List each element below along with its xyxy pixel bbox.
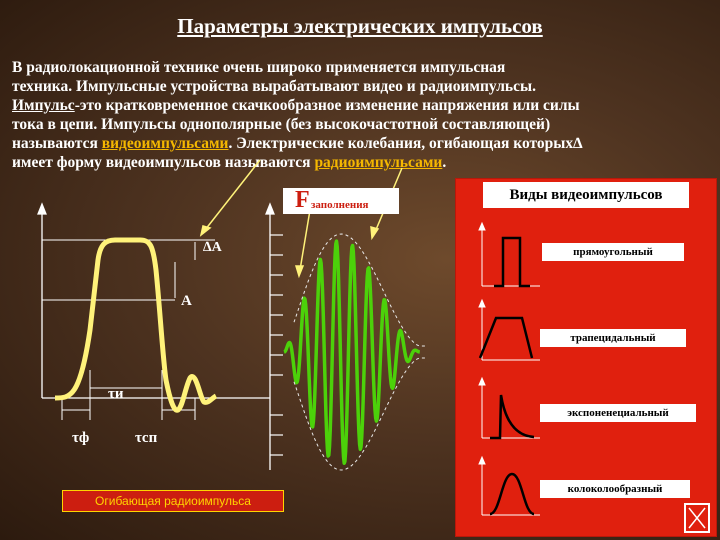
rect-pulse-shape bbox=[494, 238, 530, 286]
video-pulse-curve bbox=[55, 240, 216, 410]
bell-pulse-shape bbox=[490, 474, 534, 514]
paragraph-line-2: техника. Импульсные устройства вырабатывают видео и радиоимпульсы. bbox=[12, 78, 536, 95]
fill-frequency-label bbox=[283, 188, 399, 214]
label-tau-f: τф bbox=[72, 430, 90, 446]
label-tau-sp: τсп bbox=[135, 430, 158, 446]
arrow-to-video-pulse bbox=[205, 160, 260, 230]
type-rectangular: прямоугольный bbox=[542, 243, 684, 261]
panel-pulse-shapes bbox=[480, 238, 534, 514]
arrow-to-video-pulse-head bbox=[201, 226, 210, 235]
term-video-pulses: видеоимпульсами bbox=[101, 135, 229, 152]
type-exponential: экспоненециальный bbox=[540, 404, 696, 422]
paragraph-line-5-rest: . Электрические колебания, огибающая которых∆ bbox=[228, 135, 583, 152]
type-trapezoidal: трапецидальный bbox=[540, 329, 686, 347]
arrow-to-fill bbox=[300, 210, 310, 270]
envelope-caption: Огибающая радиоимпульса bbox=[62, 490, 284, 512]
paragraph-line-1: В радиолокационной технике очень широко применяется импульсная bbox=[12, 59, 506, 76]
paragraph-line-4: тока в цепи. Импульсы однополярные (без высокочастотной составляющей) bbox=[12, 116, 551, 133]
fill-frequency-subscript: заполнения bbox=[311, 199, 369, 211]
next-slide-button[interactable] bbox=[684, 503, 710, 533]
paragraph-line-3-rest: -это кратковременное скачкообразное изменение напряжения или силы bbox=[74, 97, 580, 114]
right-axis-ticks bbox=[270, 235, 283, 455]
label-a: A bbox=[181, 293, 192, 309]
label-tau-i: τи bbox=[108, 386, 124, 402]
term-radio-pulses: радиоимпульсами bbox=[314, 154, 443, 171]
pointer-arrows bbox=[201, 160, 402, 276]
term-impulse: Импульс bbox=[12, 97, 75, 114]
paragraph-line-6-end: . bbox=[442, 154, 447, 171]
paragraph-line-6-pre: имеет форму видеоимпульсов называются bbox=[12, 154, 315, 171]
fill-frequency-symbol: F bbox=[295, 187, 310, 213]
exponential-pulse-shape bbox=[490, 395, 534, 438]
panel-mini-axes bbox=[479, 223, 540, 515]
type-bell: колоколообразный bbox=[540, 480, 690, 498]
slide-title: Параметры электрических импульсов bbox=[177, 14, 543, 38]
envelope-upper bbox=[294, 234, 426, 346]
y-axis-right-arrow bbox=[266, 204, 274, 214]
next-slide-icon bbox=[686, 505, 708, 531]
radio-pulse-wave bbox=[284, 241, 420, 463]
paragraph-line-5-pre: называются bbox=[12, 135, 102, 152]
arrow-to-radio-pulse-head bbox=[371, 227, 378, 238]
pulse-types-title: Виды видеоимпульсов bbox=[483, 182, 689, 208]
arrow-to-fill-head bbox=[296, 266, 303, 276]
y-axis-left-arrow bbox=[38, 204, 46, 214]
trapezoid-pulse-shape bbox=[480, 318, 532, 358]
label-delta-a: ∆A bbox=[203, 240, 222, 255]
